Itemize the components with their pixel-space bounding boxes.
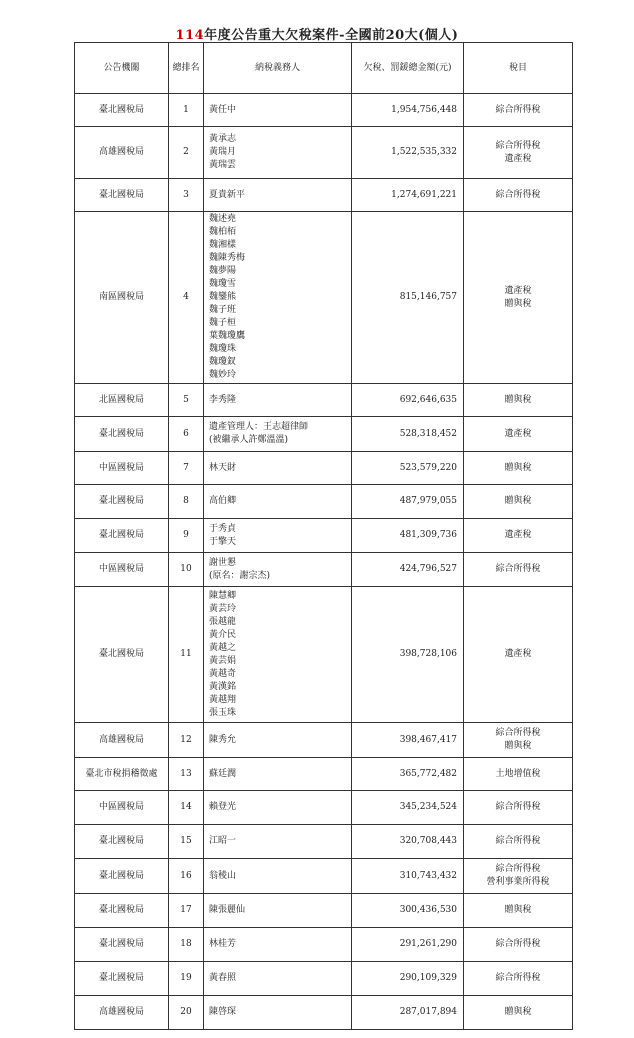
cell-names [204,179,352,212]
cell-rank: 19 [169,962,204,996]
cell-amount: 692,646,635 [352,384,464,417]
cell-agency: 臺北國稅局 [75,928,169,962]
cell-agency: 臺北國稅局 [75,519,169,553]
cell-tax [464,758,573,791]
page-title [0,24,634,43]
taxpayer-name: (被繼承人許鄭溫溫) [209,435,289,445]
cell-tax [464,928,573,962]
tax-type: 贈與稅 [504,394,532,405]
cell-names [204,758,352,791]
cell-agency: 臺北國稅局 [75,859,169,894]
taxpayer-name: 魏瓊珠 [209,344,237,354]
cell-rank: 9 [169,519,204,553]
cell-amount: 487,979,055 [352,485,464,519]
taxpayer-name: 江昭一 [209,836,237,846]
taxpayer-name: 魏妙玲 [209,370,237,380]
table-row [75,859,573,894]
table-row [75,758,573,791]
cell-agency: 臺北國稅局 [75,485,169,519]
table-row [75,587,573,723]
taxpayer-name: 魏陳秀梅 [209,253,246,263]
table-row [75,553,573,587]
cell-amount: 424,796,527 [352,553,464,587]
header-tax: 稅目 [464,43,573,94]
taxpayer-name: 魏瓊釵 [209,357,237,367]
cell-rank: 8 [169,485,204,519]
cell-agency: 中區國稅局 [75,452,169,485]
cell-rank: 12 [169,723,204,758]
cell-agency: 中區國稅局 [75,553,169,587]
cell-agency: 臺北國稅局 [75,962,169,996]
cell-agency: 臺北國稅局 [75,825,169,859]
header-name: 納稅義務人 [204,43,352,94]
taxpayer-name: 魏子班 [209,305,237,315]
cell-rank: 1 [169,94,204,127]
cell-names [204,894,352,928]
taxpayer-name: 黃芸娟 [209,655,237,666]
cell-tax [464,127,573,179]
cell-tax [464,519,573,553]
cell-tax [464,553,573,587]
taxpayer-name: 黃春照 [209,973,237,983]
tax-type: 贈與稅 [504,905,532,915]
cell-names [204,417,352,452]
table-row [75,94,573,127]
cell-names [204,928,352,962]
taxpayer-name: 陳張麗仙 [209,905,246,915]
title-year: 114 [175,28,205,43]
table-row [75,894,573,928]
tax-type: 綜合所得稅 [495,140,541,151]
cell-agency: 南區國稅局 [75,212,169,384]
cell-amount: 398,728,106 [352,587,464,723]
cell-names [204,485,352,519]
cell-amount: 310,743,432 [352,859,464,894]
table-row [75,791,573,825]
cell-names [204,452,352,485]
cell-names [204,384,352,417]
tax-type: 綜合所得稅 [495,836,541,846]
table-row [75,452,573,485]
cell-agency: 臺北市稅捐稽徵處 [75,758,169,791]
cell-rank: 13 [169,758,204,791]
taxpayer-name: 林桂芳 [209,939,237,949]
tax-arrears-table [74,42,573,1030]
tax-type: 綜合所得稅 [495,864,541,874]
cell-amount: 345,234,524 [352,791,464,825]
taxpayer-name: 陳秀允 [209,734,237,745]
header-agency: 公告機關 [75,43,169,94]
cell-names [204,212,352,384]
taxpayer-name: 林天財 [209,462,237,473]
tax-type: 遺產稅 [504,649,532,659]
taxpayer-name: 翁稜山 [209,870,237,881]
taxpayer-name: 魏柏栢 [209,227,237,237]
cell-names [204,587,352,723]
cell-names [204,127,352,179]
title-text: 年度公告重大欠稅案件-全國前20大(個人) [204,28,459,43]
cell-agency: 臺北國稅局 [75,587,169,723]
tax-type: 土地增值稅 [495,768,541,779]
cell-names [204,553,352,587]
cell-amount: 287,017,894 [352,996,464,1030]
taxpayer-name: 于擎天 [209,536,237,547]
table-row [75,519,573,553]
table-row [75,384,573,417]
cell-amount: 320,708,443 [352,825,464,859]
taxpayer-name: 魏子桓 [209,318,237,328]
taxpayer-name: 魏鑾熊 [209,292,237,302]
cell-amount: 523,579,220 [352,452,464,485]
tax-type: 贈與稅 [504,298,532,309]
cell-tax [464,212,573,384]
header-amount: 欠稅、罰鍰總金額(元) [352,43,464,94]
tax-type: 綜合所得稅 [495,104,541,115]
taxpayer-name: 黃瑞雲 [209,160,237,170]
tax-type: 綜合所得稅 [495,189,541,200]
taxpayer-name: (原名：謝宗杰) [209,570,271,581]
cell-tax [464,452,573,485]
taxpayer-name: 黃承志 [209,134,237,144]
table-row [75,723,573,758]
cell-names [204,825,352,859]
cell-names [204,859,352,894]
cell-tax [464,417,573,452]
cell-amount: 528,318,452 [352,417,464,452]
cell-rank: 4 [169,212,204,384]
cell-rank: 17 [169,894,204,928]
table-row [75,212,573,384]
cell-agency: 臺北國稅局 [75,94,169,127]
tax-type: 綜合所得稅 [495,802,541,812]
table-row [75,179,573,212]
cell-rank: 10 [169,553,204,587]
tax-type: 贈與稅 [504,496,532,506]
taxpayer-name: 魏瓊雪 [209,279,237,289]
cell-rank: 18 [169,928,204,962]
cell-rank: 7 [169,452,204,485]
cell-tax [464,894,573,928]
taxpayer-name: 夏貴新平 [209,189,246,200]
taxpayer-name: 魏夢陽 [209,266,237,276]
tax-type: 贈與稅 [504,741,532,751]
cell-tax [464,485,573,519]
tax-type: 綜合所得稅 [495,939,541,949]
cell-amount: 300,436,530 [352,894,464,928]
cell-tax [464,859,573,894]
cell-amount: 1,522,535,332 [352,127,464,179]
cell-tax [464,94,573,127]
table-row [75,485,573,519]
cell-names [204,962,352,996]
taxpayer-name: 葉魏瓊鷹 [209,331,246,341]
tax-type: 贈與稅 [504,1007,532,1017]
cell-rank: 11 [169,587,204,723]
cell-agency: 高雄國稅局 [75,996,169,1030]
cell-agency: 臺北國稅局 [75,179,169,212]
taxpayer-name: 謝世懇 [209,557,237,568]
cell-amount: 291,261,290 [352,928,464,962]
cell-names [204,723,352,758]
table-row [75,962,573,996]
tax-type: 贈與稅 [504,462,532,473]
cell-names [204,519,352,553]
table-row [75,996,573,1030]
taxpayer-name: 黃瑞月 [209,147,237,157]
cell-tax [464,723,573,758]
cell-amount: 365,772,482 [352,758,464,791]
taxpayer-name: 遺產管理人：王志超律師 [209,422,309,432]
cell-agency: 高雄國稅局 [75,723,169,758]
taxpayer-name: 黃越翔 [209,694,237,705]
cell-rank: 5 [169,384,204,417]
taxpayer-name: 高伯卿 [209,496,237,506]
taxpayer-name: 張越龍 [209,616,237,627]
cell-rank: 14 [169,791,204,825]
taxpayer-name: 陳啓琛 [209,1007,237,1017]
tax-type: 綜合所得稅 [495,564,541,574]
cell-tax [464,384,573,417]
cell-rank: 15 [169,825,204,859]
cell-agency: 臺北國稅局 [75,894,169,928]
taxpayer-name: 張玉珠 [209,707,237,718]
cell-rank: 3 [169,179,204,212]
cell-tax [464,587,573,723]
table-row [75,928,573,962]
taxpayer-name: 黃芸玲 [209,603,237,614]
tax-type: 遺產稅 [504,153,532,164]
header-rank: 總排名 [169,43,204,94]
taxpayer-name: 蘇廷潤 [209,768,237,779]
cell-amount: 1,954,756,448 [352,94,464,127]
cell-amount: 481,309,736 [352,519,464,553]
tax-type: 綜合所得稅 [495,728,541,738]
cell-amount: 1,274,691,221 [352,179,464,212]
cell-names [204,996,352,1030]
cell-amount: 290,109,329 [352,962,464,996]
table-body [75,94,573,1030]
tax-type: 綜合所得稅 [495,973,541,983]
cell-tax [464,179,573,212]
tax-type: 遺產稅 [504,285,532,296]
cell-amount: 815,146,757 [352,212,464,384]
cell-rank: 2 [169,127,204,179]
taxpayer-name: 黃任中 [209,104,237,115]
cell-agency: 中區國稅局 [75,791,169,825]
cell-amount: 398,467,417 [352,723,464,758]
taxpayer-name: 黃漢銘 [209,681,237,692]
taxpayer-name: 黃越奇 [209,668,237,679]
cell-tax [464,962,573,996]
cell-agency: 北區國稅局 [75,384,169,417]
cell-agency: 高雄國稅局 [75,127,169,179]
cell-tax [464,825,573,859]
taxpayer-name: 魏述堯 [209,214,237,224]
cell-names [204,791,352,825]
cell-tax [464,996,573,1030]
tax-type: 遺產稅 [504,428,532,439]
table-header-row [75,43,573,94]
taxpayer-name: 魏湘樣 [209,240,237,250]
cell-rank: 16 [169,859,204,894]
taxpayer-name: 陳慧卿 [209,590,237,601]
cell-tax [464,791,573,825]
taxpayer-name: 黃介民 [209,629,237,640]
table-row [75,825,573,859]
cell-names [204,94,352,127]
cell-agency: 臺北國稅局 [75,417,169,452]
taxpayer-name: 賴登光 [209,802,237,812]
table-row [75,417,573,452]
taxpayer-name: 于秀貞 [209,523,237,534]
cell-rank: 6 [169,417,204,452]
cell-rank: 20 [169,996,204,1030]
taxpayer-name: 黃越之 [209,642,237,653]
taxpayer-name: 李秀隆 [209,394,237,405]
tax-type: 遺產稅 [504,530,532,540]
table-row [75,127,573,179]
tax-type: 營利事業所得稅 [486,877,550,887]
